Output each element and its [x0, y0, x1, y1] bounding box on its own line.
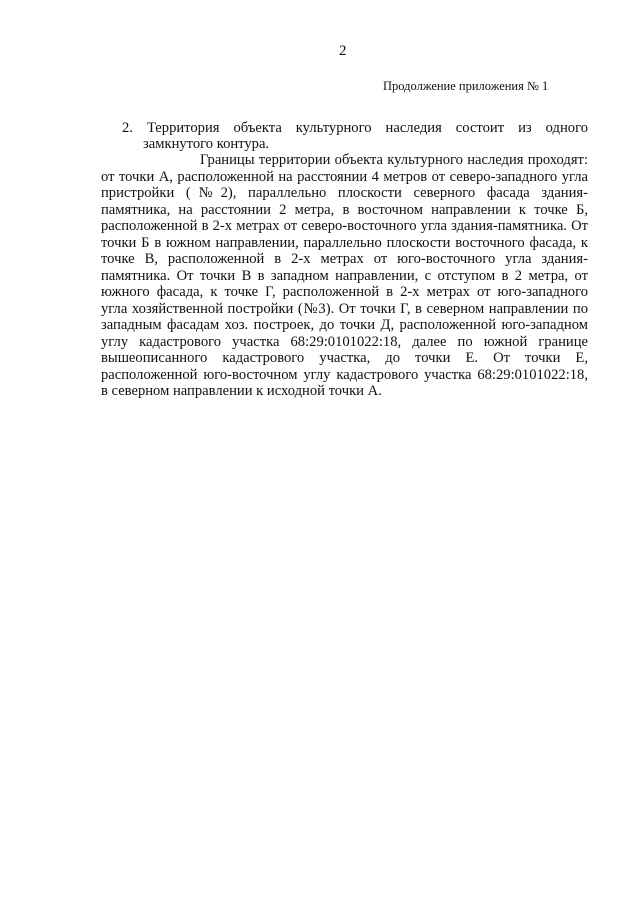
paragraph-line: от точки А, расположенной на расстоянии 4 метров от северо-западного угла [101, 168, 588, 185]
paragraph-line: расположенной юго-восточном углу кадастрового участка 68:29:0101022:18, [101, 366, 588, 383]
paragraph-line: углу кадастрового участка 68:29:0101022:18, далее по южной границе [101, 333, 588, 350]
paragraph-line: западным фасадам хоз. построек, до точки Д, расположенной юго-западном [101, 317, 588, 333]
paragraph-line: расположенной в 2-х метрах от северо-восточного угла здания-памятника. От [101, 218, 588, 234]
paragraph-line: угла хозяйственной постройки (№3). От точки Г, в северном направлении по [101, 300, 588, 317]
paragraph-line: памятника. От точки В в западном направлении, с отступом в 2 метра, от [101, 267, 588, 284]
paragraph-line: точке В, расположенной в 2-х метрах от юго-восточного угла здания- [101, 251, 588, 267]
paragraph-line: Границы территории объекта культурного наследия проходят: [200, 152, 588, 168]
item-2-line: 2. Территория объекта культурного наследия состоит из одного [122, 120, 588, 136]
paragraph-line: памятника, на расстоянии 2 метра, в восточном направлении к точке Б, [101, 201, 588, 218]
paragraph-line: вышеописанного кадастрового участка, до точки Е. От точки Е, [101, 350, 588, 366]
paragraph-line: пристройки (№2), параллельно плоскости северного фасада здания- [101, 185, 588, 201]
paragraph-line: южного фасада, к точке Г, расположенной в 2-х метрах от юго-западного [101, 284, 588, 300]
paragraph-line: точки Б в южном направлении, параллельно плоскости восточного фасада, к [101, 234, 588, 251]
appendix-continuation-header: Продолжение приложения № 1 [383, 79, 549, 93]
item-2-line: замкнутого контура. [143, 136, 270, 152]
paragraph-line: в северном направлении к исходной точки А. [101, 383, 382, 399]
page-number: 2 [339, 43, 347, 59]
